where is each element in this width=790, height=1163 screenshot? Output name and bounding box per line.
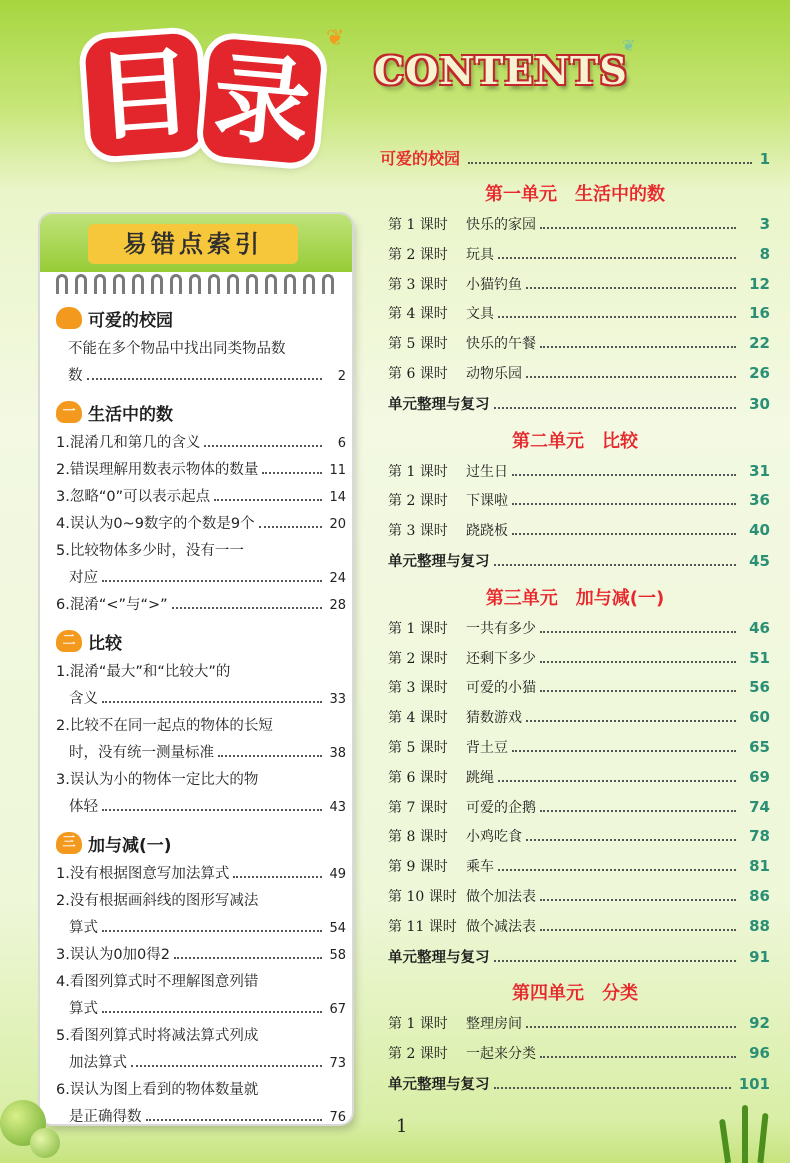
section-title: 加与减(一) <box>88 835 172 856</box>
lesson-number: 第 9 课时 <box>388 859 448 876</box>
error-item-line <box>56 511 346 538</box>
dot-leader <box>102 701 322 703</box>
error-item-text: 3.误认为0加0得2 <box>56 947 171 963</box>
error-item-text: 1.没有根据图意写加法算式 <box>56 866 230 882</box>
dot-leader <box>174 957 322 959</box>
lesson-page: 26 <box>749 363 770 382</box>
error-item-page: 20 <box>329 517 346 532</box>
lesson-number: 第 5 课时 <box>388 739 448 756</box>
error-item-text: 2.比较不在同一起点的物体的长短 <box>56 718 273 734</box>
error-item[interactable] <box>56 969 346 1023</box>
lesson-page: 92 <box>749 1014 770 1033</box>
lesson-number: 第 4 课时 <box>388 710 448 727</box>
lesson-entry[interactable] <box>380 886 770 916</box>
error-item-line <box>56 942 346 969</box>
error-item-line <box>56 592 346 619</box>
error-index-notepad <box>40 214 352 1124</box>
error-item[interactable] <box>56 888 346 942</box>
lesson-entry[interactable] <box>380 244 770 274</box>
lesson-entry[interactable] <box>380 490 770 520</box>
error-item-line <box>56 915 346 942</box>
error-item-line <box>56 740 346 767</box>
section-badge-icon: 二 <box>56 630 82 652</box>
section-badge-icon: 一 <box>56 401 82 423</box>
dot-leader <box>512 533 736 535</box>
error-item-line <box>56 969 346 996</box>
error-item[interactable] <box>56 511 346 538</box>
lesson-name: 可爱的企鹅 <box>466 799 536 816</box>
lesson-page: 86 <box>749 886 770 905</box>
section-title: 比较 <box>88 633 122 654</box>
dot-leader <box>102 809 322 811</box>
lesson-page: 65 <box>749 737 770 756</box>
toc-intro-title: 可爱的校园 <box>380 149 461 168</box>
error-item-text: 2.错误理解用数表示物体的数量 <box>56 462 259 478</box>
lesson-entry[interactable] <box>380 333 770 363</box>
error-item-text: 3.忽略“0”可以表示起点 <box>56 489 211 505</box>
lesson-entry[interactable] <box>380 797 770 827</box>
lesson-number: 第 1 课时 <box>388 1016 448 1033</box>
notepad-rings <box>56 274 334 294</box>
section-heading <box>56 627 346 655</box>
lesson-page: 46 <box>749 618 770 637</box>
dot-leader <box>102 930 322 932</box>
error-item-text: 3.误认为小的物体一定比大的物 <box>56 772 259 788</box>
lesson-page: 31 <box>749 461 770 480</box>
dot-leader <box>146 1119 323 1121</box>
review-page: 101 <box>738 1074 770 1093</box>
binder-ring <box>56 274 68 294</box>
section-badge-icon: 三 <box>56 832 82 854</box>
lesson-entry[interactable] <box>380 648 770 678</box>
error-item[interactable] <box>56 767 346 821</box>
dot-leader <box>172 607 322 609</box>
error-item-line <box>56 861 346 888</box>
dot-leader <box>259 526 322 528</box>
dot-leader <box>526 1026 736 1028</box>
error-item-text: 时，没有统一测量标准 <box>69 745 214 761</box>
error-item-line <box>56 659 346 686</box>
section-badge-icon <box>56 307 82 329</box>
lesson-name: 小鸡吃食 <box>466 829 522 846</box>
error-item-text: 2.没有根据画斜线的图形写减法 <box>56 893 259 909</box>
lesson-page: 81 <box>749 857 770 876</box>
lesson-name: 跳绳 <box>466 769 494 786</box>
binder-ring <box>208 274 220 294</box>
error-item-text: 4.误认为0~9数字的个数是9个 <box>56 516 255 532</box>
error-item-line <box>56 1077 346 1104</box>
lesson-entry[interactable] <box>380 767 770 797</box>
review-title: 单元整理与复习 <box>388 396 490 413</box>
error-item-page: 38 <box>329 746 346 761</box>
dot-leader <box>102 1011 322 1013</box>
error-item-text: 1.混淆“最大”和“比较大”的 <box>56 664 231 680</box>
lesson-page: 51 <box>749 648 770 667</box>
error-item-line <box>56 1023 346 1050</box>
lesson-name: 过生日 <box>466 463 508 480</box>
lesson-entry[interactable] <box>380 303 770 333</box>
error-item-line <box>56 484 346 511</box>
lesson-number: 第 4 课时 <box>388 306 448 323</box>
lesson-name: 还剩下多少 <box>466 650 536 667</box>
review-title: 单元整理与复习 <box>388 949 490 966</box>
title-char-lu: 录 <box>201 37 323 164</box>
error-item[interactable] <box>56 457 346 484</box>
binder-ring <box>132 274 144 294</box>
unit-title: 第三单元 加与减(一) <box>485 587 665 609</box>
grass-blade <box>757 1113 768 1163</box>
dot-leader <box>540 1056 736 1058</box>
section-heading <box>56 829 346 857</box>
error-item-page: 49 <box>329 867 346 882</box>
error-item-text: 数 <box>68 368 83 384</box>
butterfly-icon: ❦ <box>622 36 636 55</box>
binder-ring <box>265 274 277 294</box>
error-item-text: 含义 <box>69 691 98 707</box>
binder-ring <box>322 274 334 294</box>
notepad-title: 易错点索引 <box>88 224 298 264</box>
lesson-number: 第 5 课时 <box>388 336 448 353</box>
error-item-text: 4.看图列算式时不理解图意列错 <box>56 974 259 990</box>
toc-units <box>380 176 770 1103</box>
lesson-page: 22 <box>749 334 770 353</box>
lesson-entry[interactable] <box>380 461 770 491</box>
dot-leader <box>214 499 322 501</box>
error-item-line <box>56 686 346 713</box>
dot-leader <box>540 227 736 229</box>
error-item-line <box>68 363 346 390</box>
error-item[interactable] <box>56 484 346 511</box>
dot-leader <box>498 257 736 259</box>
lesson-number: 第 1 课时 <box>388 217 448 233</box>
decorative-ball <box>30 1128 60 1158</box>
error-item-text: 算式 <box>69 920 98 936</box>
error-item-text: 6.误认为图上看到的物体数量就 <box>56 1082 259 1098</box>
lesson-number: 第 7 课时 <box>388 799 448 816</box>
review-page: 91 <box>749 947 770 966</box>
dot-leader <box>540 929 736 931</box>
lesson-number: 第 10 课时 <box>388 888 457 905</box>
header-title <box>88 36 318 160</box>
section-items <box>56 659 346 821</box>
dot-leader <box>498 780 736 782</box>
dot-leader <box>526 839 736 841</box>
error-item-line <box>56 457 346 484</box>
error-item-text: 是正确得数 <box>69 1109 142 1125</box>
lesson-number: 第 1 课时 <box>388 463 448 480</box>
error-item-line <box>56 538 346 565</box>
title-char-mu: 目 <box>84 32 204 158</box>
lesson-page: 36 <box>749 491 770 510</box>
dot-leader <box>526 376 736 378</box>
lesson-name: 小猫钓鱼 <box>466 276 522 293</box>
error-item[interactable] <box>56 336 346 390</box>
lesson-name: 可爱的小猫 <box>466 680 536 697</box>
dot-leader <box>540 661 736 663</box>
lesson-entry[interactable] <box>380 1013 770 1043</box>
lesson-number: 第 11 课时 <box>388 918 457 935</box>
lesson-page: 12 <box>749 274 770 293</box>
dot-leader <box>494 564 737 566</box>
lesson-page: 3 <box>759 215 770 233</box>
lesson-name: 背土豆 <box>466 739 508 756</box>
section-heading <box>56 398 346 426</box>
error-item-line <box>56 888 346 915</box>
error-item[interactable] <box>56 1077 346 1131</box>
page-number: 1 <box>396 1116 408 1137</box>
error-item[interactable] <box>56 861 346 888</box>
lesson-number: 第 3 课时 <box>388 276 448 293</box>
lesson-page: 8 <box>759 244 770 263</box>
lesson-name: 做个加法表 <box>466 888 536 905</box>
lesson-number: 第 6 课时 <box>388 769 448 786</box>
error-item-text: 加法算式 <box>69 1055 127 1071</box>
error-item[interactable] <box>56 592 346 619</box>
lesson-page: 60 <box>749 708 770 727</box>
dot-leader <box>512 503 736 505</box>
error-item-line <box>56 794 346 821</box>
error-item-line <box>56 996 346 1023</box>
error-item-page: 76 <box>329 1110 346 1125</box>
error-item-page: 43 <box>329 800 346 815</box>
unit-review-entry[interactable] <box>380 550 770 580</box>
error-item-page: 14 <box>329 490 346 505</box>
error-item-text: 体轻 <box>69 799 98 815</box>
error-item-text: 对应 <box>69 570 98 586</box>
unit-title: 第四单元 分类 <box>512 983 638 1005</box>
binder-ring <box>189 274 201 294</box>
lesson-number: 第 8 课时 <box>388 829 448 846</box>
review-title: 单元整理与复习 <box>388 1076 490 1093</box>
error-item[interactable] <box>56 538 346 592</box>
lesson-page: 74 <box>749 797 770 816</box>
lesson-name: 下课啦 <box>466 493 508 510</box>
lesson-name: 猜数游戏 <box>466 710 522 727</box>
toc-intro-page: 1 <box>759 150 770 168</box>
lesson-name: 乘车 <box>466 859 494 876</box>
review-page: 30 <box>749 394 770 413</box>
dot-leader <box>87 378 323 380</box>
dot-leader <box>540 810 736 812</box>
lesson-entry[interactable] <box>380 1043 770 1073</box>
grass-blade <box>719 1119 731 1163</box>
dot-leader <box>498 316 736 318</box>
unit-title: 第二单元 比较 <box>512 430 638 452</box>
error-item[interactable] <box>56 430 346 457</box>
lesson-number: 第 2 课时 <box>388 650 448 667</box>
error-item-text: 1.混淆几和第几的含义 <box>56 435 201 451</box>
error-item-line <box>56 767 346 794</box>
section-items <box>56 336 346 390</box>
lesson-page: 56 <box>749 678 770 697</box>
binder-ring <box>284 274 296 294</box>
dot-leader <box>540 899 736 901</box>
butterfly-icon: ❦ <box>326 26 345 51</box>
error-item-page: 54 <box>329 921 346 936</box>
section-heading <box>56 304 346 332</box>
error-item-page: 67 <box>329 1002 346 1017</box>
lesson-name: 一共有多少 <box>466 620 536 637</box>
dot-leader <box>540 631 736 633</box>
error-item-line <box>56 1104 346 1131</box>
error-item-page: 58 <box>329 948 346 963</box>
review-title: 单元整理与复习 <box>388 553 490 570</box>
lesson-page: 69 <box>749 767 770 786</box>
section-items <box>56 861 346 1131</box>
binder-ring <box>227 274 239 294</box>
error-item-page: 2 <box>337 369 346 384</box>
lesson-name: 跷跷板 <box>466 523 508 540</box>
error-item[interactable] <box>56 659 346 713</box>
table-of-contents <box>380 146 770 1103</box>
binder-ring <box>170 274 182 294</box>
dot-leader <box>102 580 322 582</box>
binder-ring <box>113 274 125 294</box>
lesson-entry[interactable] <box>380 274 770 304</box>
error-item-page: 33 <box>329 692 346 707</box>
notepad-header <box>40 214 352 272</box>
lesson-entry[interactable] <box>380 856 770 886</box>
lesson-name: 玩具 <box>466 246 494 263</box>
lesson-number: 第 2 课时 <box>388 493 448 510</box>
dot-leader <box>233 876 322 878</box>
error-item[interactable] <box>56 942 346 969</box>
error-item-line <box>56 430 346 457</box>
lesson-number: 第 1 课时 <box>388 620 448 637</box>
lesson-entry[interactable] <box>380 677 770 707</box>
dot-leader <box>540 690 736 692</box>
dot-leader <box>468 162 752 164</box>
unit-review-entry[interactable] <box>380 1073 770 1103</box>
error-item-page: 28 <box>329 598 346 613</box>
error-item-page: 6 <box>337 436 346 451</box>
lesson-number: 第 3 课时 <box>388 523 448 540</box>
error-item-text: 算式 <box>69 1001 98 1017</box>
error-item-text: 6.混淆“<”与“>” <box>56 597 168 613</box>
dot-leader <box>218 755 322 757</box>
binder-ring <box>151 274 163 294</box>
lesson-name: 整理房间 <box>466 1016 522 1033</box>
unit-title: 第一单元 生活中的数 <box>485 184 665 205</box>
dot-leader <box>204 445 322 447</box>
error-item-line <box>56 713 346 740</box>
dot-leader <box>494 1087 731 1089</box>
lesson-entry[interactable] <box>380 737 770 767</box>
unit-review-entry[interactable] <box>380 393 770 423</box>
binder-ring <box>246 274 258 294</box>
error-item-line <box>56 565 346 592</box>
lesson-name: 快乐的家园 <box>466 217 536 233</box>
lesson-number: 第 2 课时 <box>388 1046 448 1063</box>
lesson-name: 做个减法表 <box>466 918 536 935</box>
lesson-page: 88 <box>749 916 770 935</box>
lesson-entry[interactable] <box>380 916 770 946</box>
lesson-number: 第 6 课时 <box>388 365 448 382</box>
error-item-text: 不能在多个物品中找出同类物品数 <box>68 341 286 357</box>
lesson-number: 第 3 课时 <box>388 680 448 697</box>
lesson-page: 78 <box>749 827 770 846</box>
lesson-entry[interactable] <box>380 707 770 737</box>
lesson-entry[interactable] <box>380 520 770 550</box>
section-title: 生活中的数 <box>88 404 173 425</box>
dot-leader <box>512 750 736 752</box>
section-items <box>56 430 346 619</box>
lesson-page: 40 <box>749 521 770 540</box>
error-item-page: 73 <box>329 1056 346 1071</box>
error-item-line <box>56 1050 346 1077</box>
dot-leader <box>498 869 736 871</box>
grass-blade <box>742 1105 748 1163</box>
binder-ring <box>94 274 106 294</box>
lesson-page: 16 <box>749 304 770 323</box>
unit-review-entry[interactable] <box>380 946 770 976</box>
lesson-page: 96 <box>749 1044 770 1063</box>
dot-leader <box>512 474 736 476</box>
lesson-name: 一起来分类 <box>466 1046 536 1063</box>
dot-leader <box>526 287 736 289</box>
error-item[interactable] <box>56 1023 346 1077</box>
error-item-page: 24 <box>329 571 346 586</box>
error-item-text: 5.比较物体多少时，没有一一 <box>56 543 244 559</box>
toc-intro-entry[interactable] <box>380 146 770 176</box>
lesson-entry[interactable] <box>380 363 770 393</box>
lesson-name: 文具 <box>466 306 494 323</box>
dot-leader <box>494 407 737 409</box>
lesson-entry[interactable] <box>380 826 770 856</box>
error-item-page: 11 <box>329 463 346 478</box>
lesson-number: 第 2 课时 <box>388 246 448 263</box>
dot-leader <box>540 346 736 348</box>
lesson-name: 动物乐园 <box>466 365 522 382</box>
dot-leader <box>526 720 736 722</box>
review-page: 45 <box>749 551 770 570</box>
error-item-line <box>68 336 346 363</box>
dot-leader <box>494 960 737 962</box>
lesson-name: 快乐的午餐 <box>466 336 536 353</box>
error-index-list <box>56 296 346 1135</box>
error-item-text: 5.看图列算式时将减法算式列成 <box>56 1028 259 1044</box>
error-item[interactable] <box>56 713 346 767</box>
section-title: 可爱的校园 <box>88 310 173 331</box>
binder-ring <box>75 274 87 294</box>
dot-leader <box>262 472 322 474</box>
lesson-entry[interactable] <box>380 618 770 648</box>
dot-leader <box>131 1065 322 1067</box>
header-english-title: CONTENTS <box>374 48 628 93</box>
lesson-entry[interactable] <box>380 214 770 244</box>
binder-ring <box>303 274 315 294</box>
